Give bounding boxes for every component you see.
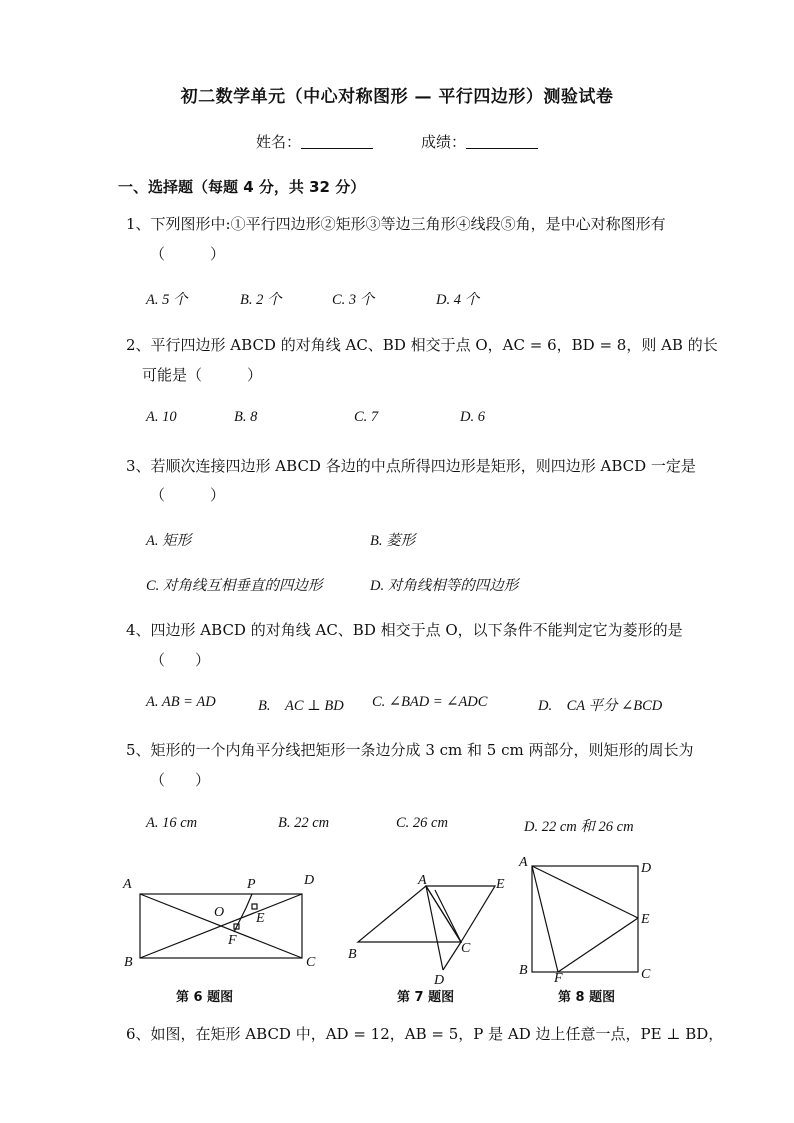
q1-option-b: B. 2 个 <box>240 292 282 308</box>
q4-option-a: A. AB = AD <box>146 694 216 710</box>
question-5-stem: 5、矩形的一个内角平分线把矩形一条边分成 3 cm 和 5 cm 两部分，则矩形的周长为 <box>126 741 694 759</box>
q5-option-a: A. 16 cm <box>146 815 198 831</box>
q1-option-a: A. 5 个 <box>146 292 188 308</box>
q3-option-b: B. 菱形 <box>370 533 416 549</box>
fig6-label-d: D <box>304 873 315 888</box>
q5-option-c: C. 26 cm <box>396 815 448 831</box>
question-6-stem: 6、如图，在矩形 ABCD 中，AD = 12，AB = 5，P 是 AD 边上任意一点，PE ⊥ BD， <box>126 1025 724 1043</box>
q2-option-d: D. 6 <box>460 409 485 425</box>
q1-option-d: D. 4 个 <box>436 292 480 308</box>
section-heading: 一、选择题（每题 4 分，共 32 分） <box>118 178 366 196</box>
figure-6-diagram <box>118 864 328 974</box>
page-title: 初二数学单元（中心对称图形 — 平行四边形）测验试卷 <box>180 87 614 107</box>
fig8-segment-ae <box>532 866 638 918</box>
fig7-triangle-abc <box>358 886 461 942</box>
fig7-segment-inner <box>435 890 461 942</box>
figure-6-caption: 第 6 题图 <box>176 990 234 1005</box>
q4-option-d: D. CA 平分 ∠BCD <box>538 698 663 714</box>
q4-option-c: C. ∠BAD = ∠ADC <box>372 694 488 710</box>
fig8-label-c: C <box>641 967 651 982</box>
fig8-square <box>532 866 638 972</box>
fig6-right-angle-e <box>252 904 257 909</box>
figure-7-caption: 第 7 题图 <box>397 990 455 1005</box>
question-1-stem: 1、下列图形中:①平行四边形②矩形③等边三角形④线段⑤角，是中心对称图形有 <box>126 215 666 233</box>
figure-8-diagram <box>510 852 660 982</box>
fig6-label-e: E <box>256 911 265 926</box>
question-3-stem: 3、若顺次连接四边形 ABCD 各边的中点所得四边形是矩形，则四边形 ABCD 一定是 <box>126 457 696 475</box>
fig6-label-c: C <box>306 955 316 970</box>
question-2-bracket: 可能是（ ） <box>142 366 263 384</box>
fig8-label-b: B <box>519 963 528 978</box>
question-2-stem: 2、平行四边形 ABCD 的对角线 AC、BD 相交于点 O，AC = 6，BD = 8，则 AB 的长 <box>126 336 718 354</box>
q5-option-d: D. 22 cm 和 26 cm <box>524 819 634 835</box>
name-label: 姓名： <box>255 133 301 151</box>
fig8-label-d: D <box>641 861 652 876</box>
name-blank[interactable] <box>301 134 373 149</box>
q3-option-d: D. 对角线相等的四边形 <box>370 578 519 594</box>
fig6-label-p: P <box>247 877 256 892</box>
question-4-bracket: （ ） <box>150 651 211 669</box>
fig6-label-a: A <box>123 877 132 892</box>
question-4-stem: 4、四边形 ABCD 的对角线 AC、BD 相交于点 O，以下条件不能判定它为菱形的是 <box>126 621 683 639</box>
fig7-label-e: E <box>496 877 505 892</box>
fig7-label-d: D <box>434 973 445 988</box>
score-blank[interactable] <box>466 134 538 149</box>
fig8-label-e: E <box>641 912 650 927</box>
figure-7-diagram <box>340 866 520 988</box>
question-1-bracket: （ ） <box>150 245 226 263</box>
question-3-bracket: （ ） <box>150 486 226 504</box>
name-score-row <box>0 131 794 152</box>
q1-option-c: C. 3 个 <box>332 292 375 308</box>
q2-option-b: B. 8 <box>234 409 258 425</box>
q2-option-c: C. 7 <box>354 409 379 425</box>
question-5-bracket: （ ） <box>150 771 211 789</box>
fig8-label-a: A <box>519 855 528 870</box>
q3-option-a: A. 矩形 <box>146 533 192 549</box>
fig7-label-c: C <box>461 941 471 956</box>
q3-option-c: C. 对角线互相垂直的四边形 <box>146 578 323 594</box>
q4-option-b: B. AC ⊥ BD <box>258 698 344 714</box>
fig6-label-b: B <box>124 955 133 970</box>
fig6-label-f: F <box>228 933 237 948</box>
fig8-segment-fe <box>558 918 638 972</box>
fig7-label-a: A <box>418 873 427 888</box>
fig6-label-o: O <box>214 905 225 920</box>
fig8-label-f: F <box>554 971 563 982</box>
figure-8-caption: 第 8 题图 <box>558 990 616 1005</box>
fig6-perpendiculars <box>234 894 252 932</box>
fig7-label-b: B <box>348 947 357 962</box>
q5-option-b: B. 22 cm <box>278 815 330 831</box>
q2-option-a: A. 10 <box>146 409 177 425</box>
fig7-triangle-aec <box>426 886 495 942</box>
score-label: 成绩： <box>421 133 467 151</box>
fig7-segment-dc <box>443 942 461 970</box>
fig8-segment-af <box>532 866 558 972</box>
